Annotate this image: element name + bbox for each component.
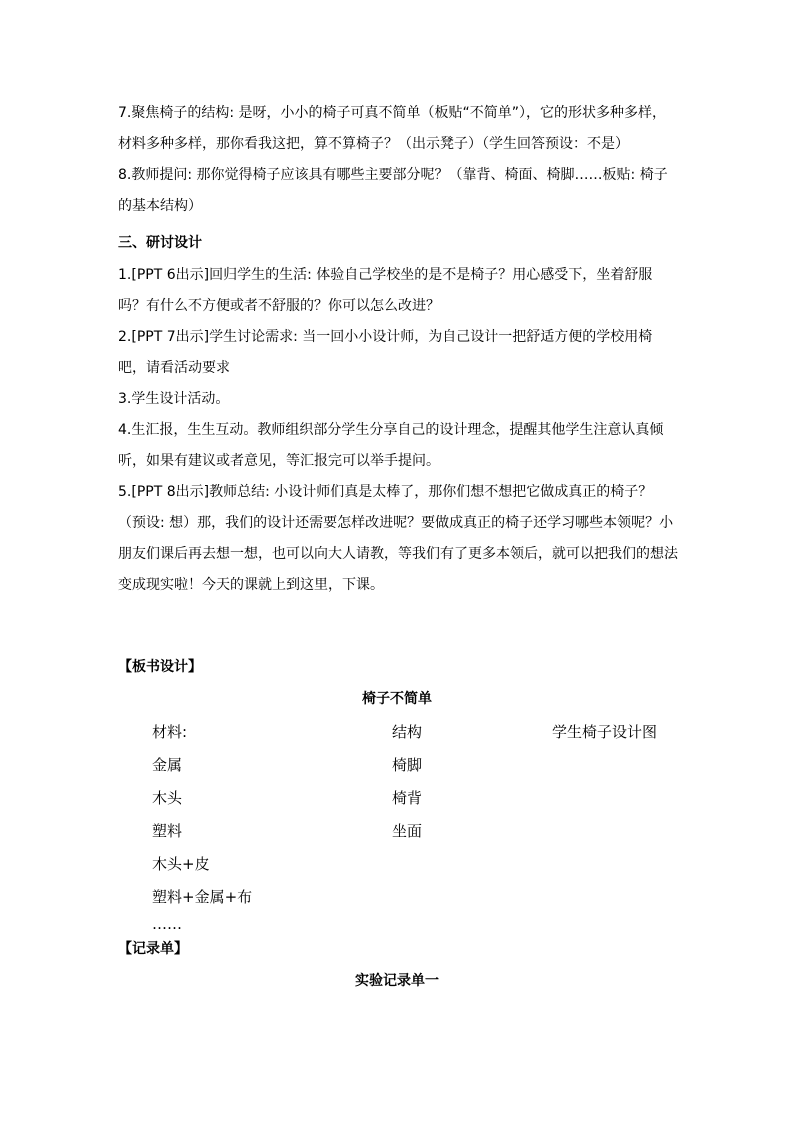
list-item: 3.学生设计活动。 (118, 391, 230, 407)
materials-label: 材料: (152, 723, 188, 741)
material-item: 木头 (152, 789, 183, 807)
record-sheet-title: 实验记录单一 (355, 973, 439, 989)
material-item: 塑料+金属+布 (152, 888, 253, 906)
material-ellipsis: …… (152, 915, 182, 933)
list-item: 4.生汇报，生生互动。教师组织部分学生分享自己的设计理念，提醒其他学生注意认真倾听，如果有建议或者意见，等汇报完可以举手提问。 (118, 422, 664, 469)
board-materials-column (152, 716, 252, 934)
board-title: 椅子不简单 (362, 691, 432, 707)
paragraph-item-7: 7.聚焦椅子的结构: 是呀，小小的椅子可真不简单（板贴“不简单”），它的形状多种多样，材料多种多样，那你看我这把，算不算椅子？（出示凳子）（学生回答预设：不是） (118, 105, 667, 152)
structure-label: 结构 (392, 723, 423, 741)
material-item: 木头+皮 (152, 855, 210, 873)
design-label: 学生椅子设计图 (552, 723, 658, 741)
discussion-list (118, 260, 678, 601)
list-item: 2.[PPT 7出示]学生讨论需求: 当一回小小设计师，为自己设计一把舒适方便的学校用椅吧，请看活动要求 (118, 329, 653, 376)
section-heading-discussion: 三、研讨设计 (118, 235, 202, 251)
board-structure-column (392, 716, 422, 848)
paragraph-item-8: 8.教师提问: 那你觉得椅子应该具有哪些主要部分呢？（靠背、椅面、椅脚……板贴: 椅子的基本结构） (118, 167, 668, 214)
record-sheet-heading: 【记录单】 (118, 941, 188, 957)
structure-item: 坐面 (392, 822, 423, 840)
structure-item: 椅脚 (392, 756, 423, 774)
list-item: 5.[PPT 8出示]教师总结: 小设计师们真是太棒了，那你们想不想把它做成真正的椅子？（预设: 想）那，我们的设计还需要怎样改进呢？要做成真正的椅子还学习哪些本领呢？小朋友们课后再去想一想，也可以向大人请教，等我们有了更多本领后，就可以把我们的想法变成现实啦！今天的课就上到这里，下课。 (118, 484, 678, 593)
material-item: 金属 (152, 756, 183, 774)
structure-item: 椅背 (392, 789, 423, 807)
board-design-heading: 【板书设计】 (118, 659, 202, 675)
list-item: 1.[PPT 6出示]回归学生的生活: 体验自己学校坐的是不是椅子？用心感受下，坐着舒服吗？有什么不方便或者不舒服的？你可以怎么改进？ (118, 267, 653, 314)
board-design-column (552, 716, 657, 749)
material-item: 塑料 (152, 822, 183, 840)
paragraph-block-top (118, 98, 678, 222)
